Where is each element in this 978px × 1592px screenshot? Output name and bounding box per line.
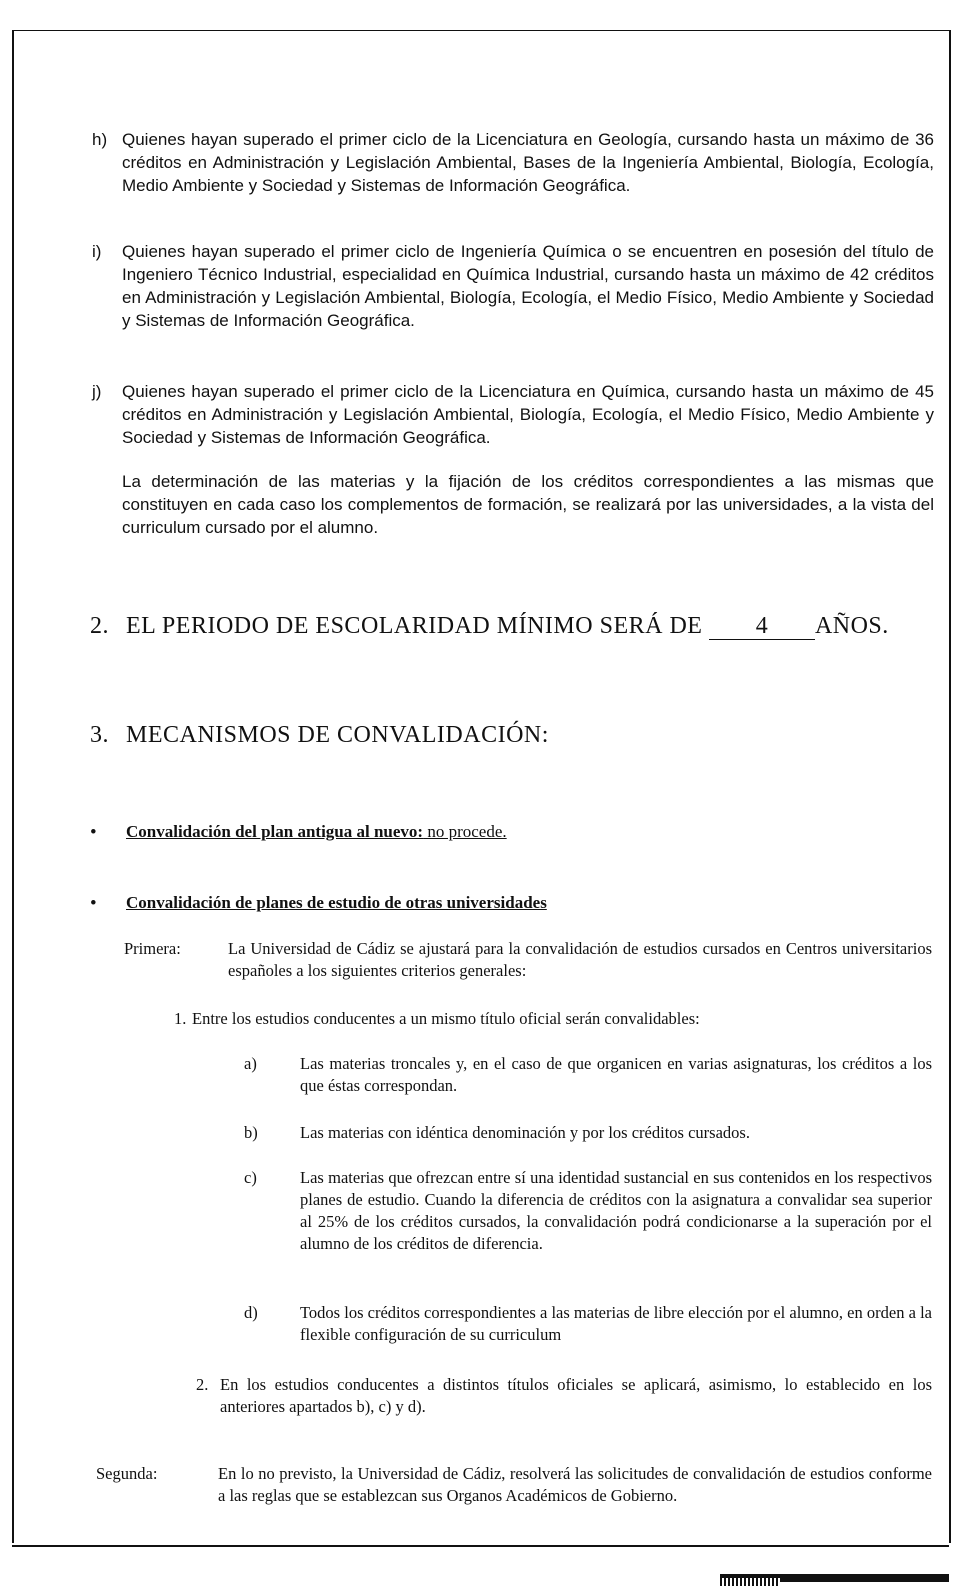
sub-item-text: Las materias que ofrezcan entre sí una identidad sustancial en sus contenidos en los respectivos planes de estudio. Cuando la diferencia de créditos con la asignatura a convalidar sea superior al 25% de los créditos cursados, la convalidación podrá condicionarse a la superación por el alumno de los créditos de diferencia.: [300, 1168, 932, 1253]
sub-item-c: [244, 1167, 932, 1255]
primera-label: Primera:: [124, 939, 181, 958]
section-number: 3.: [90, 722, 109, 748]
primera-block: [124, 938, 932, 982]
bullet-item-1: [90, 822, 930, 846]
bullet-text: [126, 822, 507, 842]
section-3-heading: [90, 722, 549, 749]
section-2-text: EL PERIODO DE ESCOLARIDAD MÍNIMO SERÁ DE: [126, 613, 703, 639]
closing-paragraph-text: La determinación de las materias y la fijación de los créditos correspondientes a las mismas que constituyen en cada caso los complementos de formación, se realizará por las universidades, a la vista del curriculum cursado por el alumno.: [122, 472, 934, 537]
point-1: [174, 1008, 932, 1030]
closing-paragraph: [122, 470, 934, 539]
sub-item-text: Las materias con idéntica denominación y por los créditos cursados.: [300, 1123, 750, 1142]
point-2: [196, 1374, 932, 1418]
segunda-label: Segunda:: [96, 1464, 158, 1483]
clause-i: [92, 240, 934, 332]
bullet-dot-icon: •: [90, 822, 97, 843]
sub-item-text: Todos los créditos correspondientes a las materias de libre elección por el alumno, en orden a la flexible configuración de su curriculum: [300, 1303, 932, 1344]
sub-item-label: c): [244, 1168, 257, 1187]
years-unit: AÑOS.: [814, 613, 889, 639]
clause-text: Quienes hayan superado el primer ciclo de la Licenciatura en Química, cursando hasta un máximo de 45 créditos en Administración y Legislación Ambiental, Biología, Ecología, el Medio Físico, Medio Ambiente y Sociedad y Sistemas de Información Geográfica.: [122, 382, 934, 447]
sub-item-text: Las materias troncales y, en el caso de que organicen en varias asignaturas, los créditos a los que éstas correspondan.: [300, 1054, 932, 1095]
clause-label: i): [92, 242, 102, 261]
years-blank: [709, 613, 815, 640]
primera-text: La Universidad de Cádiz se ajustará para la convalidación de estudios cursados en Centros universitarios españoles a los siguientes criterios generales:: [228, 939, 932, 980]
clause-j: [92, 380, 934, 449]
bullet-suffix: no procede.: [423, 822, 507, 841]
years-value: 4: [755, 613, 769, 639]
sub-item-label: d): [244, 1303, 258, 1322]
bottom-rule: [12, 1545, 949, 1547]
bullet-prefix: Convalidación de planes de estudio de otras universidades: [126, 893, 547, 912]
clause-text: Quienes hayan superado el primer ciclo de la Licenciatura en Geología, cursando hasta un máximo de 36 créditos en Administración y Legislación Ambiental, Bases de la Ingeniería Ambiental, Biología, Ecología, Medio Ambiente y Sociedad y Sistemas de Información Geográfica.: [122, 130, 934, 195]
clause-label: j): [92, 382, 102, 401]
bullet-item-2: [90, 893, 930, 917]
clause-text: Quienes hayan superado el primer ciclo de Ingeniería Química o se encuentren en posesión del título de Ingeniero Técnico Industrial, especialidad en Química Industrial, cursando hasta un máximo de 42 créditos en Administración y Legislación Ambiental, Biología, Ecología, el Medio Físico, Medio Ambiente y Sociedad y Sistemas de Información Geográfica.: [122, 242, 934, 330]
clause-label: h): [92, 130, 108, 149]
sub-item-label: b): [244, 1123, 258, 1142]
sub-item-a: [244, 1053, 932, 1097]
point-text: En los estudios conducentes a distintos títulos oficiales se aplicará, asimismo, lo establecido en los anteriores apartados b), c) y d).: [220, 1375, 932, 1416]
segunda-text: En lo no previsto, la Universidad de Cádiz, resolverá las solicitudes de convalidación de estudios conforme a las reglas que se establezcan sus Organos Académicos de Gobierno.: [218, 1464, 932, 1505]
sub-item-label: a): [244, 1054, 257, 1073]
segunda-block: [96, 1463, 932, 1507]
point-label: 2.: [196, 1375, 209, 1394]
section-2-heading: [90, 613, 889, 640]
sub-item-b: [244, 1122, 932, 1144]
clause-h: [92, 128, 934, 197]
scan-artifact-ticks: [720, 1578, 780, 1586]
point-text: Entre los estudios conducentes a un mismo título oficial serán convalidables:: [192, 1009, 700, 1028]
bullet-text: [126, 893, 547, 913]
section-3-title: MECANISMOS DE CONVALIDACIÓN:: [126, 722, 549, 748]
sub-item-d: [244, 1302, 932, 1346]
section-number: 2.: [90, 613, 109, 639]
point-label: 1.: [174, 1009, 187, 1028]
bullet-prefix: Convalidación del plan antigua al nuevo:: [126, 822, 424, 841]
bullet-dot-icon: •: [90, 893, 97, 914]
